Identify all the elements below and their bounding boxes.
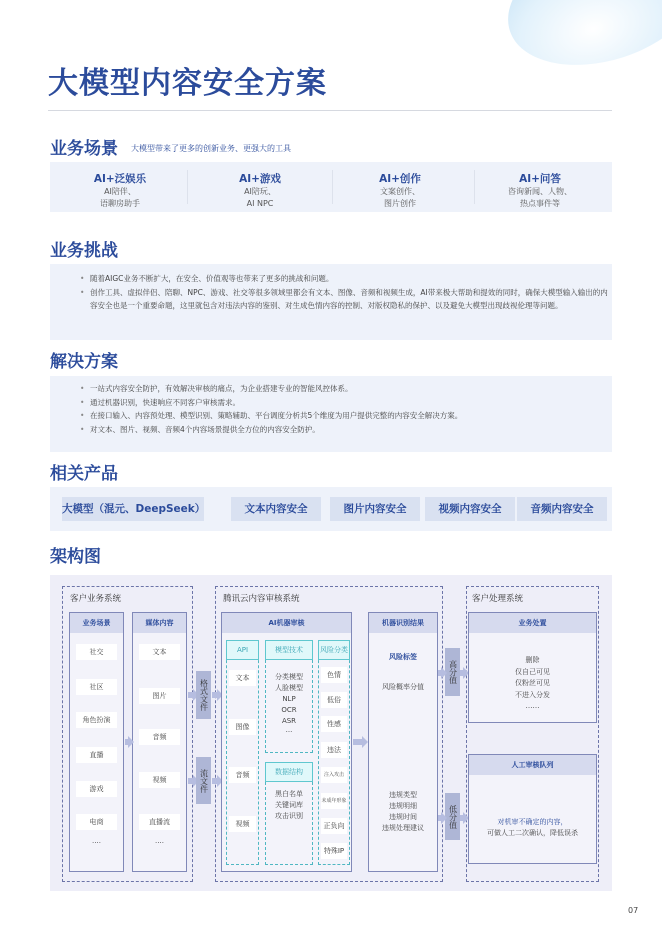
api-item: 文本 (229, 670, 256, 686)
api-header: API (226, 640, 259, 660)
risk-score: 风险概率分值 (382, 683, 424, 691)
handling-item: 仅粉丝可见 (515, 679, 550, 687)
risk-item: 性感 (321, 716, 347, 732)
risk-item: 违法 (321, 742, 347, 758)
scene-item: 社交 (76, 644, 117, 660)
model-item: ASR (281, 717, 297, 725)
format-file-label: 格式文件 (196, 671, 211, 719)
risk-item: 正负向 (321, 818, 347, 834)
bullet-item: • 创作工具、虚拟伴侣、陪聊、NPC、游戏、社交等很多领域里都会有文本、图像、音频和视频生成，AI带来极大帮助和提效的同时，确保大模型输入输出的内容安全也是一个重要命题，这里就包含对违法内容的鉴别、对生成色情内容的控制、对版权隐私的保护、以及避免大模型出现歧视伦理等问题。 (80, 286, 610, 313)
product-button[interactable]: 视频内容安全 (425, 497, 515, 521)
column-header: 媒体内容 (133, 613, 186, 633)
data-item: 关键词库 (275, 801, 303, 809)
flow-arrow (460, 815, 463, 821)
media-item: 直播流 (139, 814, 180, 830)
handling-item: …… (525, 702, 540, 710)
scenario-desc: 语聊房助手 (100, 199, 140, 208)
api-item: 图像 (229, 719, 256, 735)
scenario-title: AI+创作 (379, 173, 421, 185)
risk-item: 色情 (321, 667, 347, 683)
client-system-title: 客户业务系统 (70, 594, 122, 604)
scenario-divider (474, 170, 475, 204)
scenario-desc: AI陪玩、 (244, 187, 276, 196)
challenges-panel (50, 264, 612, 340)
model-item: OCR (281, 706, 297, 714)
media-item: 文本 (139, 644, 180, 660)
data-item: 攻击识别 (275, 812, 303, 820)
low-score-label: 低分值 (445, 793, 460, 840)
model-item: 人脸模型 (275, 684, 303, 692)
data-item: 黑白名单 (275, 790, 303, 798)
bullet-item: • 通过机器识别，快速响应不同客户审核需求。 (80, 396, 610, 410)
scenario-title: AI+游戏 (239, 173, 281, 185)
scene-item: 社区 (76, 679, 117, 695)
bullet-item: • 对文本、图片、视频、音频4个内容场景提供全方位的内容安全防护。 (80, 423, 610, 437)
api-item: 音频 (229, 767, 256, 783)
flow-arrow (460, 670, 463, 676)
scenario-card (330, 162, 470, 212)
scenario-card (50, 162, 190, 212)
scene-item: 游戏 (76, 781, 117, 797)
scenario-desc: 文案创作、 (380, 187, 420, 196)
scenario-desc: 图片创作 (384, 199, 416, 208)
violation-detail: 违规时间 (389, 813, 417, 821)
challenges-heading: 业务挑战 (50, 241, 118, 261)
scenario-card (470, 162, 610, 212)
risk-item: 注入攻击 (321, 767, 347, 783)
risk-item: 低俗 (321, 692, 347, 708)
media-item: 图片 (139, 688, 180, 704)
page-title: 大模型内容安全方案 (48, 66, 327, 101)
violation-detail: 违规处理建议 (382, 824, 424, 832)
column-header: 业务处置 (469, 613, 596, 633)
flow-arrow (188, 692, 193, 698)
scene-item: 角色扮演 (76, 712, 117, 728)
high-score-label: 高分值 (445, 648, 460, 696)
column-header: 业务场景 (70, 613, 123, 633)
manual-review-desc: 对机审不确定的内容， (497, 818, 568, 826)
scenarios-subtitle: 大模型带来了更多的创新业务、更强大的工具 (131, 144, 291, 153)
scenario-desc: 热点事件等 (520, 199, 560, 208)
scenario-card (190, 162, 330, 212)
stream-file-label: 流文件 (196, 757, 211, 804)
solutions-panel (50, 376, 612, 452)
violation-detail: 违规明细 (389, 802, 417, 810)
media-item: ···· (155, 839, 164, 847)
tencent-system-title: 腾讯云内容审核系统 (223, 594, 300, 604)
products-heading: 相关产品 (50, 464, 118, 484)
flow-arrow (212, 778, 217, 784)
risk-item: 特殊IP (321, 843, 347, 859)
model-item: NLP (282, 695, 296, 703)
scene-item: 电商 (76, 814, 117, 830)
column-header: 人工审核队列 (469, 755, 596, 775)
column-header: 机器识别结果 (369, 613, 437, 633)
bullet-item: • 一站式内容安全防护，有效解决审核的痛点，为企业搭建专业的智能风控体系。 (80, 382, 610, 396)
risk-category-header: 风险分类 (318, 640, 350, 660)
architecture-heading: 架构图 (50, 547, 101, 567)
scene-item: 直播 (76, 747, 117, 763)
model-item: 分类模型 (275, 673, 303, 681)
risk-item: 未成年形象 (321, 793, 347, 809)
flow-arrow (188, 778, 193, 784)
flow-arrow (438, 670, 441, 676)
big-arrow (353, 739, 362, 745)
product-button[interactable]: 图片内容安全 (330, 497, 420, 521)
bullet-item: • 随着AIGC业务不断扩大，在安全、价值观等也带来了更多的挑战和问题。 (80, 272, 610, 286)
column-header: AI机器审核 (222, 613, 351, 633)
scenario-title: AI+泛娱乐 (93, 173, 147, 185)
flow-arrow (125, 739, 128, 745)
product-button[interactable]: 音频内容安全 (517, 497, 607, 521)
handling-system-title: 客户处理系统 (472, 594, 524, 604)
scene-item: ···· (92, 839, 101, 847)
scenario-divider (187, 170, 188, 204)
model-tech-header: 模型技术 (265, 640, 313, 660)
architecture-diagram (50, 575, 612, 891)
scenario-desc: AI陪伴、 (104, 187, 136, 196)
scenarios-panel (50, 162, 612, 212)
handling-item: 不进入分发 (515, 690, 550, 699)
handling-item: 删除 (525, 656, 540, 664)
scenarios-heading: 业务场景 (50, 139, 118, 159)
products-panel (50, 487, 612, 531)
bullet-item: • 在接口输入、内容预处理、模型识别、策略辅助、平台调度分析共5个维度为用户提供完整的内容安全解决方案。 (80, 409, 610, 423)
solutions-heading: 解决方案 (50, 352, 118, 372)
violation-detail: 违规类型 (389, 791, 417, 799)
handling-item: 仅自己可见 (515, 667, 550, 676)
scenario-divider (332, 170, 333, 204)
scenario-title: AI+问答 (519, 173, 561, 185)
page-number: 07 (628, 906, 639, 915)
model-item: ··· (285, 728, 293, 736)
title-divider (48, 110, 612, 111)
scenario-desc: AI NPC (246, 199, 274, 208)
media-item: 视频 (139, 772, 180, 788)
product-button[interactable]: 大模型（混元、DeepSeek） (62, 497, 204, 521)
data-structure-header: 数据结构 (265, 762, 313, 782)
api-item: 视频 (229, 816, 256, 832)
manual-review-desc: 可做人工二次确认，降低误杀 (487, 829, 578, 837)
product-button[interactable]: 文本内容安全 (231, 497, 321, 521)
media-item: 音频 (139, 729, 180, 745)
decorative-lens (491, 0, 662, 88)
flow-arrow (438, 815, 441, 821)
manual-review-box (468, 754, 597, 864)
flow-arrow (212, 692, 217, 698)
scenario-desc: 咨询新闻、人物、 (508, 187, 572, 196)
risk-tag: 风险标签 (389, 653, 417, 661)
